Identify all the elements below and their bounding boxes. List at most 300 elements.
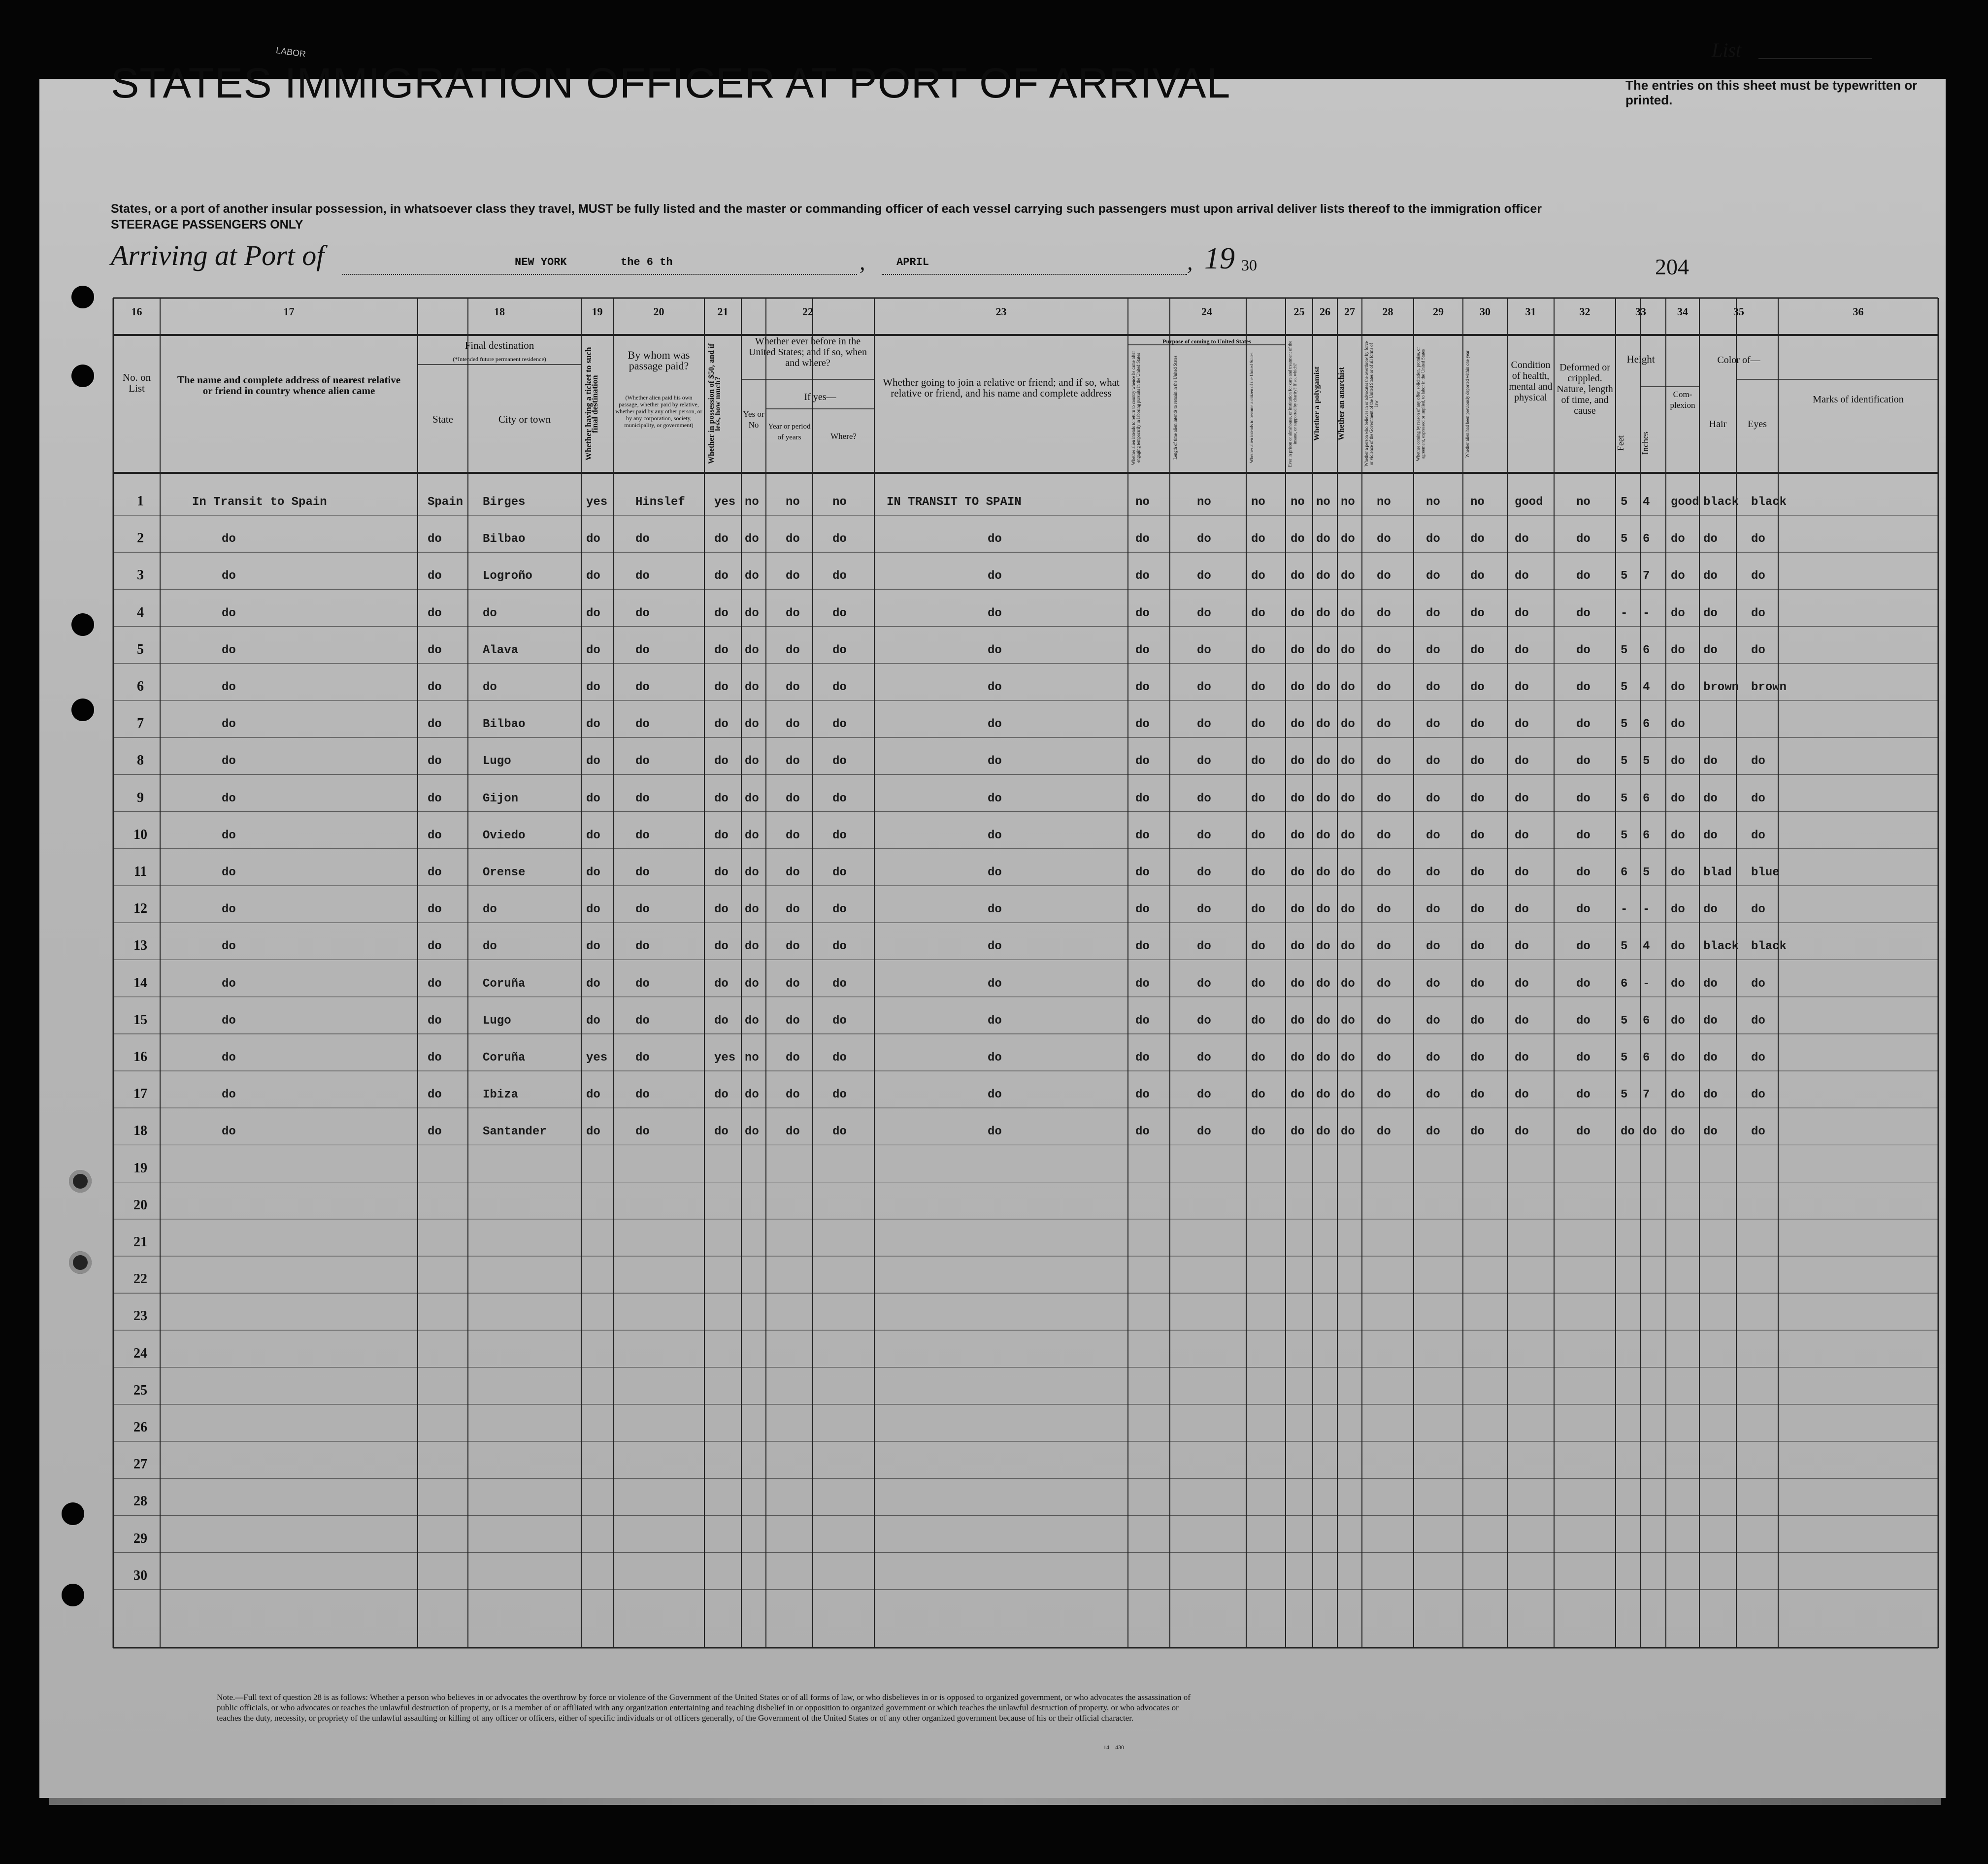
cell-c25: do — [1291, 1125, 1305, 1139]
list-label: List — [1712, 39, 1742, 61]
cell-c19: do — [586, 606, 600, 620]
cell-c17: do — [222, 681, 236, 694]
cell-c22a: do — [745, 606, 759, 620]
cell-c22a: no — [745, 1051, 759, 1065]
column-subheader: Inches — [1640, 432, 1650, 455]
cell-c30: do — [1470, 569, 1485, 583]
cell-state: Spain — [428, 496, 464, 509]
cell-c22b: do — [786, 829, 800, 842]
row-number: 17 — [133, 1086, 147, 1102]
cell-c32: do — [1576, 533, 1590, 546]
cell-c31: do — [1515, 1051, 1529, 1065]
cell-c34: do — [1671, 940, 1685, 954]
cell-city: Santander — [483, 1125, 547, 1139]
cell-c22b: do — [786, 1051, 800, 1065]
binder-hole — [62, 1584, 84, 1606]
cell-eyes: do — [1751, 533, 1765, 546]
cell-c28: do — [1377, 755, 1391, 768]
cell-eyes: black — [1751, 940, 1787, 954]
cell-c29: do — [1426, 606, 1440, 620]
row-number: 25 — [133, 1382, 147, 1398]
cell-c24b: do — [1197, 1125, 1211, 1139]
cell-ft: - — [1621, 606, 1628, 620]
cell-c34: do — [1671, 977, 1685, 991]
cell-c22c: do — [832, 755, 847, 768]
cell-c26: do — [1316, 1088, 1330, 1102]
row-number: 12 — [133, 901, 147, 917]
cell-c22a: do — [745, 718, 759, 732]
cell-in: 7 — [1643, 569, 1650, 583]
cell-c30: do — [1470, 643, 1485, 657]
column-header: Whether alien had been previously deported within one year — [1465, 350, 1470, 458]
cell-eyes: do — [1751, 643, 1765, 657]
cell-c29: do — [1426, 866, 1440, 879]
cell-c28: do — [1377, 569, 1391, 583]
cell-c32: no — [1576, 496, 1590, 509]
cell-c17: do — [222, 1088, 236, 1102]
column-subheader: Whether alien intends to become a citizen of the United States — [1249, 352, 1254, 464]
column-header: Height — [1626, 353, 1655, 365]
cell-c19: do — [586, 569, 600, 583]
cell-c28: do — [1377, 1051, 1391, 1065]
cell-c24b: do — [1197, 681, 1211, 694]
cell-c22b: do — [786, 977, 800, 991]
row-number: 10 — [133, 827, 147, 842]
cell-c19: yes — [586, 1051, 608, 1065]
cell-state: do — [428, 866, 442, 879]
cell-c24a: do — [1135, 829, 1150, 842]
year-suffix: 30 — [1241, 256, 1257, 274]
row-number: 26 — [133, 1420, 147, 1435]
cell-c24a: do — [1135, 792, 1150, 805]
column-subheader: Whether alien intends to return to country whence he came after engaging temporarily in laboring pursuits in the United States — [1131, 351, 1141, 465]
column-header: Deformed or crippled. Nature, length of time, and cause — [1557, 362, 1613, 416]
cell-city: Logroño — [483, 569, 532, 583]
cell-in: do — [1643, 1125, 1657, 1139]
cell-ft: 5 — [1621, 496, 1628, 509]
cell-c20: do — [635, 681, 650, 694]
cell-c21: do — [714, 718, 729, 732]
cell-c23: do — [988, 569, 1002, 583]
cell-c29: do — [1426, 1014, 1440, 1028]
column-header: Whether in possession of $50, and if less, how much? — [707, 343, 722, 465]
cell-ft: 5 — [1621, 829, 1628, 842]
cell-in: 7 — [1643, 1088, 1650, 1102]
year-prefix: 19 — [1204, 242, 1235, 275]
cell-hair: do — [1703, 569, 1718, 583]
cell-c25: do — [1291, 792, 1305, 805]
cell-c27: no — [1341, 496, 1355, 509]
cell-c22b: do — [786, 569, 800, 583]
cell-hair: brown — [1703, 681, 1739, 694]
cell-c20: do — [635, 792, 650, 805]
cell-eyes: do — [1751, 606, 1765, 620]
corner-note: LABOR — [275, 45, 307, 60]
cell-c17: do — [222, 569, 236, 583]
cell-eyes: do — [1751, 1088, 1765, 1102]
cell-c22b: do — [786, 940, 800, 954]
cell-state: do — [428, 1051, 442, 1065]
cell-c19: do — [586, 829, 600, 842]
cell-c30: do — [1470, 792, 1485, 805]
cell-c29: do — [1426, 792, 1440, 805]
cell-state: do — [428, 792, 442, 805]
cell-c31: do — [1515, 569, 1529, 583]
cell-c21: do — [714, 866, 729, 879]
cell-city: Oviedo — [483, 829, 526, 842]
cell-state: do — [428, 1088, 442, 1102]
cell-eyes: do — [1751, 1125, 1765, 1139]
cell-c32: do — [1576, 829, 1590, 842]
cell-c29: do — [1426, 1051, 1440, 1065]
cell-c28: do — [1377, 940, 1391, 954]
column-header: The name and complete address of nearest relative or friend in country whence alien came — [177, 374, 401, 397]
cell-c34: do — [1671, 1051, 1685, 1065]
cell-c24b: do — [1197, 866, 1211, 879]
cell-c24a: do — [1135, 1088, 1150, 1102]
cell-state: do — [428, 681, 442, 694]
cell-c28: do — [1377, 1088, 1391, 1102]
cell-c20: do — [635, 829, 650, 842]
cell-c27: do — [1341, 1014, 1355, 1028]
column-header: Color of— — [1717, 355, 1760, 366]
row-number: 13 — [133, 938, 147, 954]
cell-c26: do — [1316, 718, 1330, 732]
column-header: Marks of identification — [1813, 394, 1904, 405]
cell-c31: do — [1515, 681, 1529, 694]
column-subheader: Eyes — [1748, 419, 1767, 430]
cell-state: do — [428, 643, 442, 657]
cell-c17: do — [222, 643, 236, 657]
cell-c22b: do — [786, 792, 800, 805]
cell-c22a: do — [745, 940, 759, 954]
cell-in: 5 — [1643, 866, 1650, 879]
cell-c22c: do — [832, 866, 847, 879]
cell-c34: do — [1671, 569, 1685, 583]
column-number: 25 — [1293, 305, 1305, 318]
cell-c23: do — [988, 940, 1002, 954]
cell-c17: do — [222, 940, 236, 954]
column-header: Com-plexion — [1670, 390, 1695, 410]
cell-c26: do — [1316, 940, 1330, 954]
cell-c28: do — [1377, 681, 1391, 694]
cell-c17: do — [222, 829, 236, 842]
column-subheader: Where? — [830, 432, 857, 441]
cell-hair: do — [1703, 1088, 1718, 1102]
cell-c19: do — [586, 903, 600, 917]
cell-c24c: do — [1251, 940, 1265, 954]
cell-c22c: do — [832, 569, 847, 583]
cell-c22a: do — [745, 755, 759, 768]
page-title: STATES IMMIGRATION OFFICER AT PORT OF ARRIVAL — [111, 60, 1231, 107]
cell-c25: do — [1291, 569, 1305, 583]
cell-c26: no — [1316, 496, 1330, 509]
cell-c19: do — [586, 940, 600, 954]
page-edge — [49, 1798, 1941, 1805]
column-number: 19 — [592, 305, 603, 318]
cell-city: do — [483, 903, 497, 917]
cell-c20: do — [635, 1125, 650, 1139]
row-number: 8 — [137, 753, 144, 768]
cell-c28: do — [1377, 643, 1391, 657]
cell-state: do — [428, 533, 442, 546]
column-subheader: Hair — [1709, 419, 1727, 430]
column-subheader: Length of time alien intends to remain in the United States — [1173, 356, 1178, 460]
cell-c23: do — [988, 792, 1002, 805]
cell-c26: do — [1316, 792, 1330, 805]
cell-hair: do — [1703, 977, 1718, 991]
manifest-sheet — [39, 79, 1946, 1798]
cell-c32: do — [1576, 643, 1590, 657]
cell-state: do — [428, 569, 442, 583]
cell-c27: do — [1341, 569, 1355, 583]
cell-c32: do — [1576, 792, 1590, 805]
cell-c24c: do — [1251, 866, 1265, 879]
column-header: No. on List — [122, 371, 151, 394]
cell-ft: 5 — [1621, 718, 1628, 732]
cell-c29: do — [1426, 533, 1440, 546]
cell-c17: do — [222, 718, 236, 732]
cell-c20: do — [635, 866, 650, 879]
cell-c17: do — [222, 1125, 236, 1139]
cell-c28: do — [1377, 866, 1391, 879]
cell-c21: do — [714, 755, 729, 768]
cell-c26: do — [1316, 1014, 1330, 1028]
cell-c21: do — [714, 569, 729, 583]
cell-eyes: do — [1751, 755, 1765, 768]
cell-city: do — [483, 606, 497, 620]
cell-c21: do — [714, 533, 729, 546]
cell-c27: do — [1341, 792, 1355, 805]
cell-c20: do — [635, 643, 650, 657]
binder-hole — [69, 1170, 92, 1193]
cell-in: 4 — [1643, 940, 1650, 954]
cell-c17: do — [222, 1051, 236, 1065]
cell-c34: good — [1671, 496, 1699, 509]
column-subheader: Feet — [1616, 435, 1625, 451]
cell-c22a: do — [745, 1088, 759, 1102]
cell-c27: do — [1341, 866, 1355, 879]
cell-c27: do — [1341, 533, 1355, 546]
cell-in: 5 — [1643, 755, 1650, 768]
cell-hair: do — [1703, 606, 1718, 620]
cell-hair: black — [1703, 940, 1739, 954]
cell-city: Ibiza — [483, 1088, 519, 1102]
cell-c20: do — [635, 718, 650, 732]
cell-c29: do — [1426, 903, 1440, 917]
column-header: By whom was passage paid? — [628, 349, 690, 372]
cell-c22c: do — [832, 1125, 847, 1139]
cell-c22b: do — [786, 718, 800, 732]
cell-c25: do — [1291, 977, 1305, 991]
cell-c25: do — [1291, 533, 1305, 546]
cell-c22b: no — [786, 496, 800, 509]
cell-ft: 5 — [1621, 569, 1628, 583]
cell-c24b: do — [1197, 1088, 1211, 1102]
cell-c22c: do — [832, 681, 847, 694]
cell-in: 6 — [1643, 1014, 1650, 1028]
cell-c23: do — [988, 1125, 1002, 1139]
cell-city: Alava — [483, 643, 519, 657]
cell-hair: do — [1703, 903, 1718, 917]
cell-ft: 5 — [1621, 643, 1628, 657]
cell-c26: do — [1316, 533, 1330, 546]
row-number: 11 — [133, 864, 147, 879]
cell-c20: do — [635, 940, 650, 954]
cell-c25: do — [1291, 681, 1305, 694]
cell-c24b: do — [1197, 977, 1211, 991]
cell-c22a: do — [745, 533, 759, 546]
column-subheader: City or town — [498, 413, 551, 425]
cell-eyes: blue — [1751, 866, 1780, 879]
column-number: 24 — [1201, 305, 1212, 318]
cell-c32: do — [1576, 1014, 1590, 1028]
cell-c26: do — [1316, 829, 1330, 842]
cell-c24c: do — [1251, 903, 1265, 917]
cell-hair: do — [1703, 1014, 1718, 1028]
cell-c26: do — [1316, 643, 1330, 657]
cell-c21: do — [714, 606, 729, 620]
cell-c23: do — [988, 1088, 1002, 1102]
cell-c17: do — [222, 755, 236, 768]
cell-c21: yes — [714, 1051, 736, 1065]
cell-c24a: do — [1135, 569, 1150, 583]
cell-c27: do — [1341, 1051, 1355, 1065]
column-header: Purpose of coming to United States — [1162, 338, 1251, 345]
cell-c32: do — [1576, 681, 1590, 694]
cell-c31: do — [1515, 606, 1529, 620]
cell-c20: do — [635, 1014, 650, 1028]
column-number: 36 — [1853, 305, 1864, 318]
cell-eyes: do — [1751, 1051, 1765, 1065]
cell-c25: do — [1291, 866, 1305, 879]
cell-c22c: do — [832, 792, 847, 805]
cell-c28: no — [1377, 496, 1391, 509]
list-line — [1758, 58, 1872, 59]
cell-c17: do — [222, 903, 236, 917]
cell-city: Coruña — [483, 977, 526, 991]
cell-state: do — [428, 829, 442, 842]
month-value: APRIL — [896, 256, 929, 268]
day-value: the 6 th — [621, 256, 673, 268]
cell-c20: do — [635, 1088, 650, 1102]
cell-c29: do — [1426, 643, 1440, 657]
cell-c30: do — [1470, 533, 1485, 546]
cell-hair: do — [1703, 792, 1718, 805]
cell-c22c: do — [832, 1088, 847, 1102]
cell-c24c: do — [1251, 829, 1265, 842]
cell-c24c: do — [1251, 792, 1265, 805]
cell-c31: do — [1515, 792, 1529, 805]
cell-c24b: do — [1197, 606, 1211, 620]
cell-c20: Hinslef — [635, 496, 685, 509]
cell-c25: do — [1291, 755, 1305, 768]
cell-city: Gijon — [483, 792, 519, 805]
binder-hole — [71, 286, 94, 308]
column-number: 16 — [131, 305, 142, 318]
cell-c24b: do — [1197, 569, 1211, 583]
column-subheader: If yes— — [804, 392, 836, 402]
column-note: (*Intended future permanent residence) — [453, 356, 546, 363]
cell-in: 6 — [1643, 643, 1650, 657]
cell-c22c: do — [832, 606, 847, 620]
cell-c24b: do — [1197, 792, 1211, 805]
cell-c24b: no — [1197, 496, 1211, 509]
cell-c32: do — [1576, 866, 1590, 879]
cell-hair: do — [1703, 533, 1718, 546]
column-header: Whether an anarchist — [1337, 367, 1346, 441]
row-number: 4 — [137, 604, 144, 620]
column-number: 35 — [1733, 305, 1744, 318]
cell-c28: do — [1377, 606, 1391, 620]
cell-ft: 5 — [1621, 681, 1628, 694]
cell-c19: do — [586, 792, 600, 805]
cell-in: 6 — [1643, 829, 1650, 842]
cell-c24a: do — [1135, 866, 1150, 879]
cell-in: - — [1643, 977, 1650, 991]
cell-c32: do — [1576, 977, 1590, 991]
cell-c20: do — [635, 977, 650, 991]
cell-state: do — [428, 903, 442, 917]
cell-city: Lugo — [483, 755, 511, 768]
cell-c24b: do — [1197, 940, 1211, 954]
cell-c31: do — [1515, 533, 1529, 546]
cell-city: Birges — [483, 496, 526, 509]
cell-hair: blad — [1703, 866, 1732, 879]
cell-c30: do — [1470, 755, 1485, 768]
binder-hole — [69, 1251, 92, 1274]
cell-in: 6 — [1643, 533, 1650, 546]
cell-c17: do — [222, 1014, 236, 1028]
cell-c28: do — [1377, 1014, 1391, 1028]
cell-city: Lugo — [483, 1014, 511, 1028]
cell-c24c: do — [1251, 1014, 1265, 1028]
row-number: 21 — [133, 1234, 147, 1250]
column-number: 27 — [1344, 305, 1355, 318]
row-number: 15 — [133, 1012, 147, 1028]
cell-c30: do — [1470, 903, 1485, 917]
cell-c30: do — [1470, 866, 1485, 879]
binder-hole — [71, 699, 94, 721]
cell-eyes: do — [1751, 569, 1765, 583]
cell-eyes: do — [1751, 829, 1765, 842]
cell-c22b: do — [786, 903, 800, 917]
cell-c27: do — [1341, 643, 1355, 657]
cell-c29: do — [1426, 1125, 1440, 1139]
cell-c25: do — [1291, 1014, 1305, 1028]
cell-city: do — [483, 681, 497, 694]
cell-state: do — [428, 606, 442, 620]
port-value: NEW YORK — [515, 256, 567, 268]
cell-c24c: do — [1251, 755, 1265, 768]
cell-ft: 5 — [1621, 792, 1628, 805]
cell-c22c: do — [832, 977, 847, 991]
cell-c23: do — [988, 533, 1002, 546]
cell-c32: do — [1576, 940, 1590, 954]
cell-city: Bilbao — [483, 533, 526, 546]
cell-c19: do — [586, 866, 600, 879]
cell-c20: do — [635, 606, 650, 620]
arriving-label: Arriving at Port of — [111, 239, 325, 271]
cell-c24a: do — [1135, 1125, 1150, 1139]
cell-c31: do — [1515, 755, 1529, 768]
cell-c28: do — [1377, 533, 1391, 546]
cell-c22c: do — [832, 903, 847, 917]
row-number: 22 — [133, 1271, 147, 1287]
cell-state: do — [428, 1014, 442, 1028]
cell-c28: do — [1377, 977, 1391, 991]
cell-c20: do — [635, 1051, 650, 1065]
